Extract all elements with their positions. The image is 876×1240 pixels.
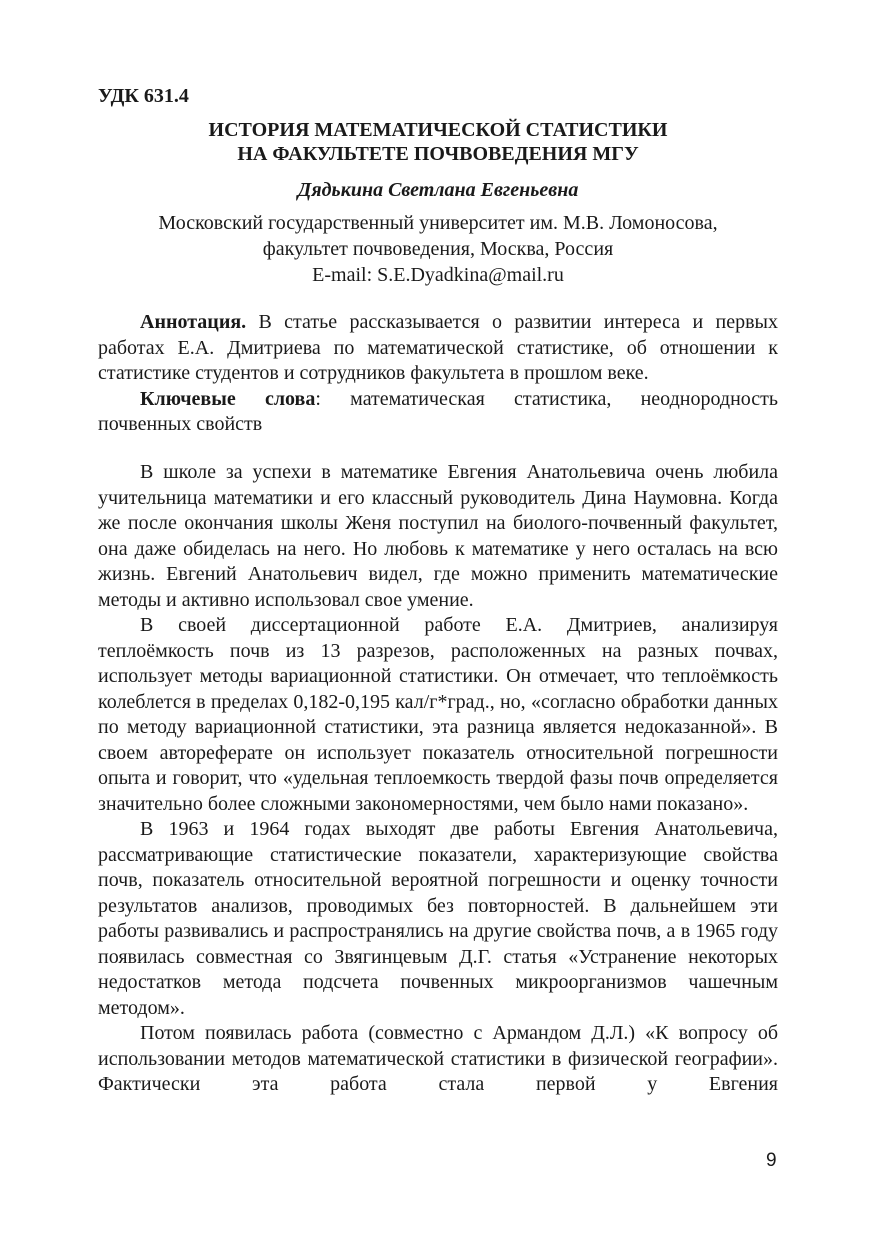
article-title: [98, 118, 778, 166]
affiliation-line-2: факультет почвоведения, Москва, Россия: [262, 238, 614, 260]
udk-code: УДК 631.4: [98, 85, 189, 107]
title-line-1: ИСТОРИЯ МАТЕМАТИЧЕСКОЙ СТАТИСТИКИ: [208, 119, 668, 141]
title-line-2: НА ФАКУЛЬТЕТЕ ПОЧВОВЕДЕНИЯ МГУ: [237, 143, 639, 165]
abstract-text: В статье рассказывается о развитии интереса и первых работах Е.А. Дмитриева по математической статистике, об отношении к статистике студентов и сотрудников факультета в прошлом веке.: [98, 311, 778, 384]
body-paragraph-4: Потом появилась работа (совместно с Армандом Д.Л.) «К вопросу об использовании методов математической статистики в физической географии». Фактически эта работа стала первой у Евгения: [98, 1022, 778, 1095]
abstract-label: Аннотация.: [140, 311, 247, 333]
author-email: E-mail: S.E.Dyadkina@mail.ru: [312, 264, 564, 286]
abstract-block: [98, 310, 778, 438]
body-paragraph-1: В школе за успехи в математике Евгения Анатольевича очень любила учительница математики и его классный руководитель Дина Наумовна. Когда же после окончания школы Женя поступил на биолого-почвенный факультет, она даже обиделась на него. Но любовь к математике у него осталась на всю жизнь. Евгений Анатольевич видел, где можно применить математические методы и активно использовал свое умение.: [98, 461, 778, 611]
main-text: [98, 460, 778, 1098]
keywords-paragraph: [98, 387, 778, 438]
author-name: Дядькина Светлана Евгеньевна: [297, 179, 579, 201]
body-paragraph-2: В своей диссертационной работе Е.А. Дмитриев, анализируя теплоёмкость почв из 13 разрезов, расположенных на разных почвах, использует методы вариационной статистики. Он отмечает, что теплоёмкость колеблется в пределах 0,182-0,195 кал/г*град., но, «согласно обработки данных по методу вариационной статистики, эта разница является недоказанной». В своем автореферате он использует показатель относительной погрешности опыта и говорит, что «удельная теплоемкость твердой фазы почв определяется значительно более сложными закономерностями, чем было нами показано».: [98, 614, 778, 815]
body-paragraph-3: В 1963 и 1964 годах выходят две работы Евгения Анатольевича, рассматривающие статистические показатели, характеризующие свойства почв, показатель относительной вероятной погрешности и оценку точности результатов анализов, проводимых без повторностей. В дальнейшем эти работы развивались и распространялись на другие свойства почв, а в 1965 году появилась совместная со Звягинцевым Д.Г. статья «Устранение некоторых недостатков метода подсчета почвенных микроорганизмов чашечным методом».: [98, 818, 778, 1019]
keywords-label: Ключевые слова: [140, 387, 316, 410]
abstract-paragraph: [98, 310, 778, 387]
affiliation-line-1: Московский государственный университет им. М.В. Ломоносова,: [158, 212, 718, 234]
affiliation: [98, 210, 778, 288]
page-number: 9: [766, 1150, 777, 1171]
keywords-text: : математическая статистика, неоднородность почвенных свойств: [98, 387, 779, 435]
